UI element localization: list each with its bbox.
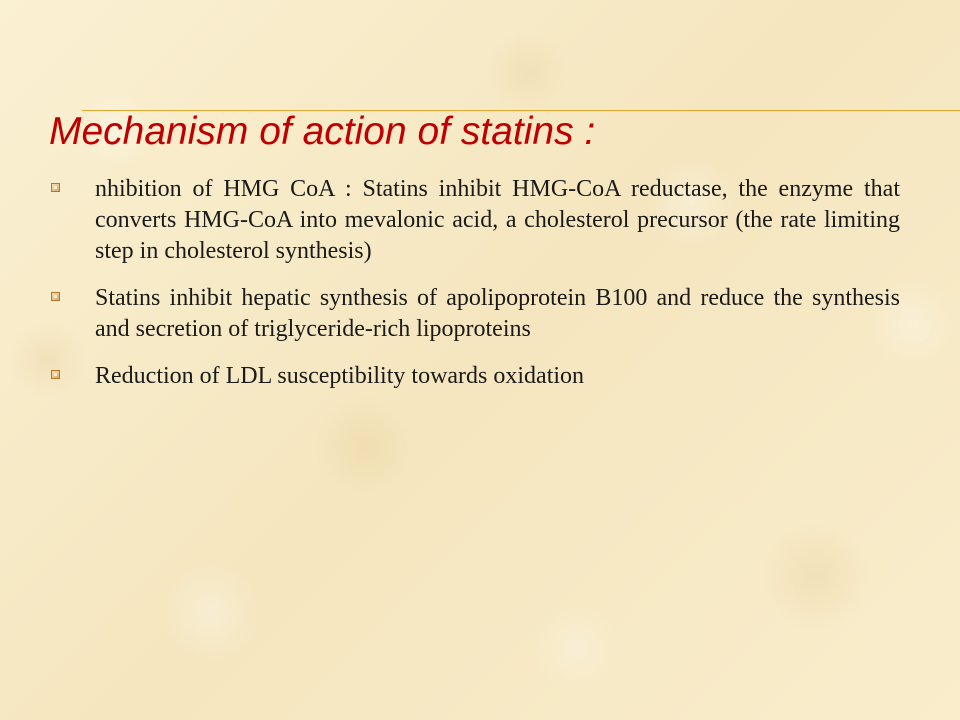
bullet-text: nhibition of HMG CoA : Statins inhibit HMG-CoA reductase, the enzyme that converts HMG-CoA into mevalonic acid, a cholesterol precursor (the rate limiting step in cholesterol synthesis) <box>95 176 900 264</box>
bullet-text: Statins inhibit hepatic synthesis of apolipoprotein B100 and reduce the synthesis and secretion of triglyceride-rich lipoproteins <box>95 285 900 342</box>
bullet-item <box>49 283 900 345</box>
square-bullet-icon <box>51 292 60 301</box>
bullet-text: Reduction of LDL susceptibility towards oxidation <box>95 363 585 389</box>
square-bullet-icon <box>51 370 60 379</box>
square-bullet-icon <box>51 183 60 192</box>
bullet-item <box>49 174 900 267</box>
bullet-item <box>49 361 900 392</box>
slide-title: Mechanism of action of statins : <box>49 110 596 153</box>
bullet-list <box>49 174 900 392</box>
